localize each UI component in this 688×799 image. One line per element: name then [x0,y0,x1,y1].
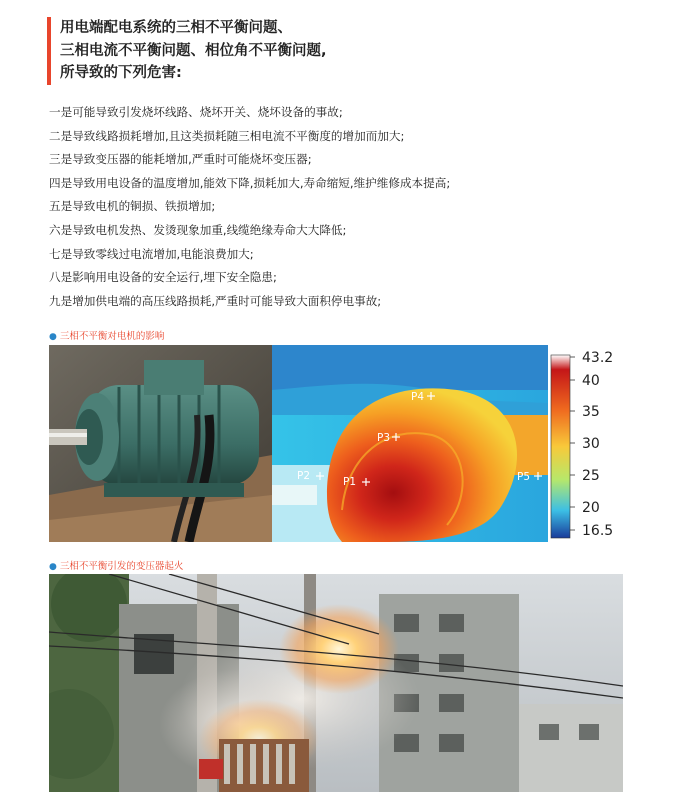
thermal-point-p1: P1 [342,476,356,488]
title-line: 用电端配电系统的三相不平衡问题、 [60,20,292,36]
scale-label: 40 [582,373,600,389]
transformer-caption-text: 三相不平衡引发的变压器起火 [59,561,184,572]
section-title [47,17,620,85]
hazard-list [49,101,649,313]
thermal-point-p2: P2 [296,470,310,482]
thermal-image [272,345,623,542]
list-item: 五是导致电机的铜损、铁损增加; [49,199,216,214]
motor-caption-text: 三相不平衡对电机的影响 [59,331,165,342]
scale-label: 35 [582,404,600,420]
bullet-icon: ● [49,332,57,342]
list-item: 二是导致线路损耗增加,且这类损耗随三相电流不平衡度的增加而加大; [49,128,405,143]
scale-label: 16.5 [582,523,614,539]
list-item: 七是导致零线过电流增加,电能浪费加大; [49,246,254,261]
scale-label: 20 [582,500,600,516]
bullet-icon: ● [49,562,57,572]
title-line: 所导致的下列危害: [60,65,182,81]
motor-caption [49,328,164,342]
list-item: 一是可能导致引发烧坏线路、烧坏开关、烧坏设备的事故; [49,105,343,119]
scale-label: 30 [582,436,600,452]
list-item: 八是影响用电设备的安全运行,埋下安全隐患; [49,270,277,285]
list-item: 四是导致用电设备的温度增加,能效下降,损耗加大,寿命缩短,维护维修成本提高; [49,175,451,190]
scale-label: 25 [582,468,600,484]
list-item: 九是增加供电端的高压线路损耗,严重时可能导致大面积停电事故; [49,293,382,308]
title-line: 三相电流不平衡问题、相位角不平衡问题, [60,42,327,59]
list-item: 六是导致电机发热、发烫现象加重,线缆绝缘寿命大大降低; [49,222,347,237]
thermal-point-p4: P4 [410,391,424,403]
transformer-fire-photo [49,574,623,792]
transformer-caption [49,558,183,572]
motor-photo [49,345,272,542]
thermal-point-p5: P5 [516,471,530,483]
thermal-point-p3: P3 [376,432,390,444]
list-item: 三是导致变压器的能耗增加,严重时可能烧坏变压器; [49,152,312,167]
scale-label: 43.2 [582,350,614,366]
